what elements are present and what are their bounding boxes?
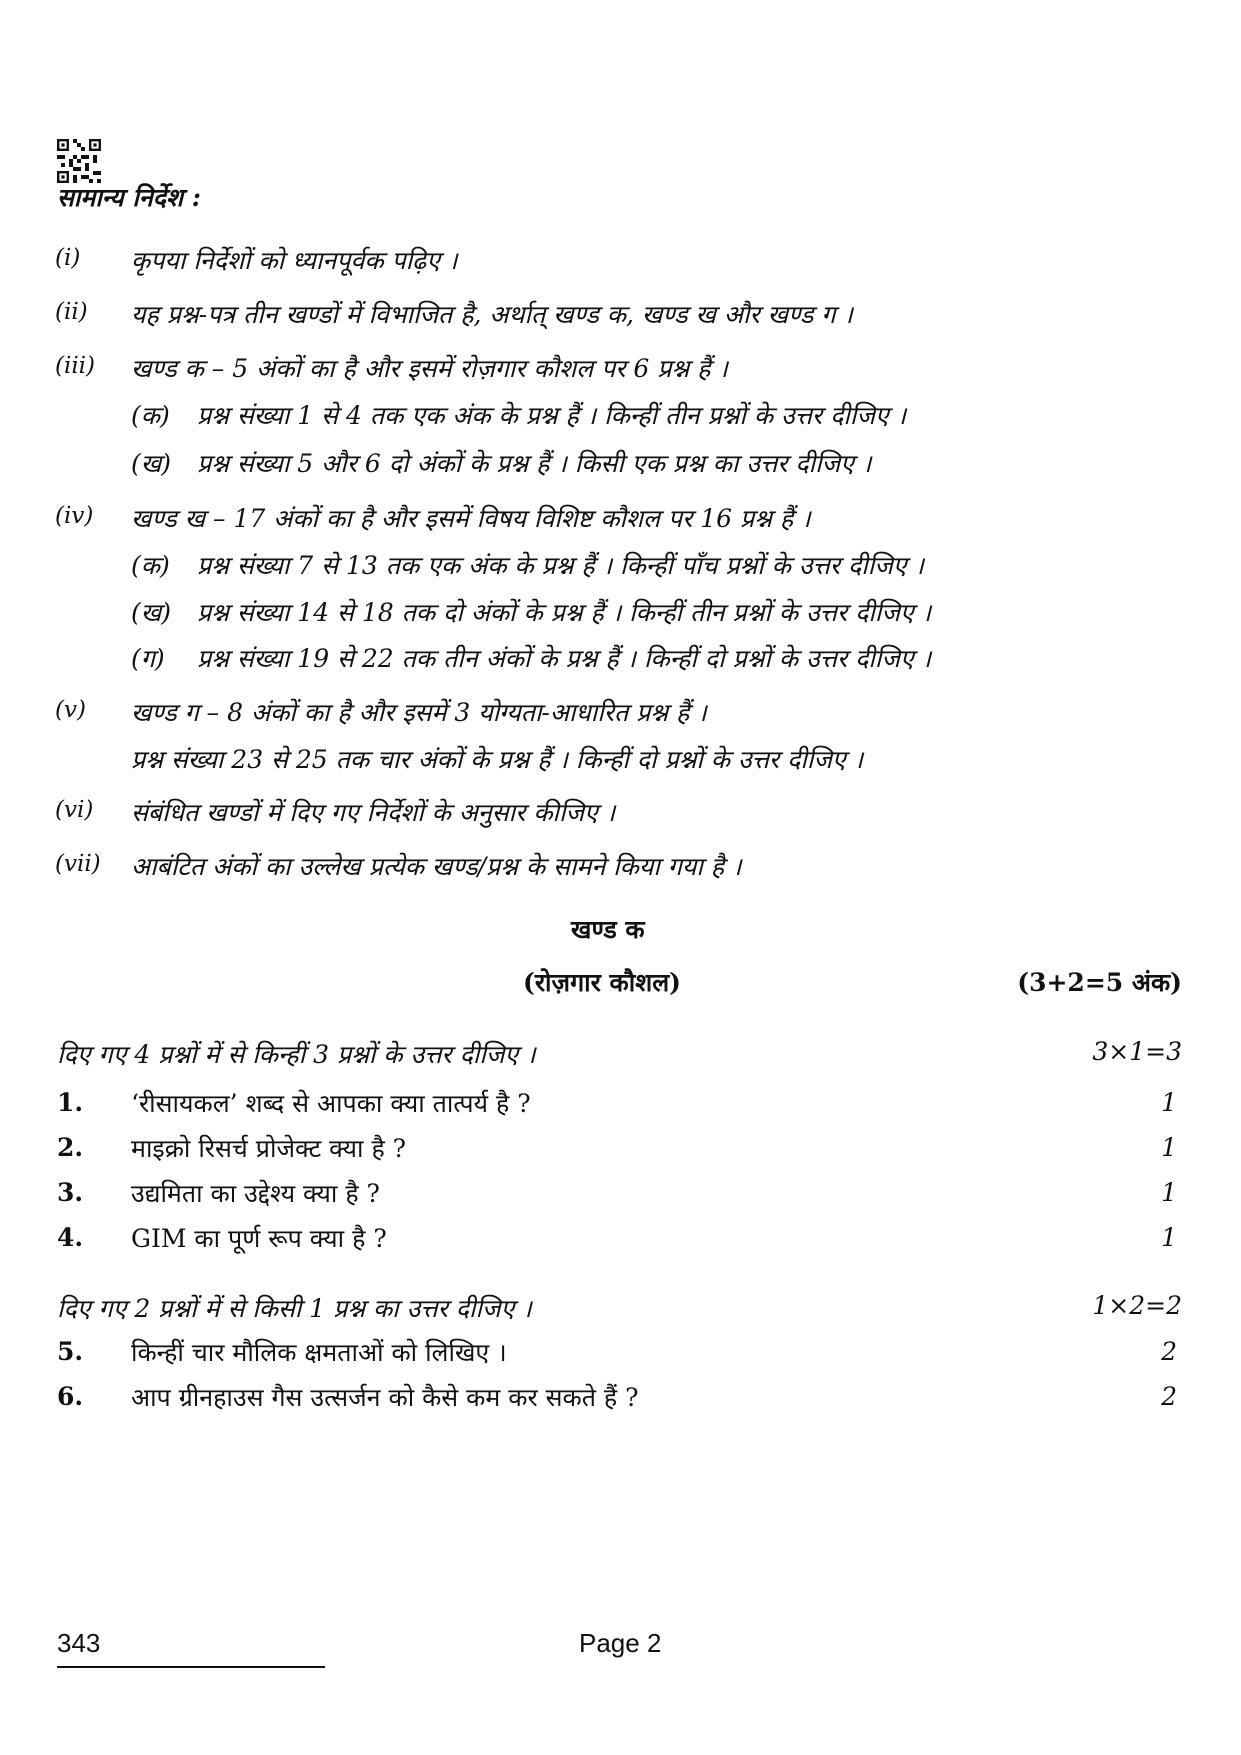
instruction-sub-label: (क)	[131, 401, 170, 430]
question-number: 5.	[57, 1337, 84, 1366]
instruction-num-vi: (vi)	[55, 797, 94, 823]
page-number: Page 2	[579, 1628, 662, 1658]
section-subtitle: (रोज़गार कौशल)	[523, 968, 682, 997]
instruction-text-vii: आबंटित अंकों का उल्लेख प्रत्येक खण्ड/प्रश्न के सामने किया गया है ।	[131, 852, 742, 881]
instruction-num-iii: (iii)	[55, 353, 96, 379]
question-number: 3.	[57, 1178, 84, 1207]
question-number: 4.	[57, 1223, 84, 1252]
instruction-num-vii: (vii)	[55, 851, 101, 877]
paper-code: 343	[57, 1628, 101, 1658]
question-text: माइक्रो रिसर्च प्रोजेक्ट क्या है ?	[131, 1134, 407, 1163]
question-marks: 2	[1161, 1382, 1177, 1411]
instruction-num-i: (i)	[55, 245, 81, 271]
question-number: 2.	[57, 1133, 84, 1162]
instruction-text-vi: संबंधित खण्डों में दिए गए निर्देशों के अनुसार कीजिए ।	[131, 798, 616, 827]
instruction-num-v: (v)	[55, 697, 86, 723]
instruction-text-i: कृपया निर्देशों को ध्यानपूर्वक पढ़िए ।	[131, 246, 458, 275]
footer-rule	[57, 1666, 325, 1668]
instruction-sub-text: प्रश्न संख्या 7 से 13 तक एक अंक के प्रश्न हैं । किन्हीं पाँच प्रश्नों के उत्तर दीजिए ।	[197, 551, 924, 580]
instruction-sub-text: प्रश्न संख्या 14 से 18 तक दो अंकों के प्रश्न हैं । किन्हीं तीन प्रश्नों के उत्तर दीजिए ।	[197, 598, 932, 627]
question-number: 1.	[57, 1088, 84, 1117]
instruction-text-iv: खण्ड ख – 17 अंकों का है और इसमें विषय विशिष्ट कौशल पर 16 प्रश्न हैं ।	[131, 504, 811, 533]
question-text: ‘रीसायकल’ शब्द से आपका क्या तात्पर्य है ?	[131, 1089, 531, 1118]
instruction-sub-text: प्रश्न संख्या 1 से 4 तक एक अंक के प्रश्न हैं । किन्हीं तीन प्रश्नों के उत्तर दीजिए ।	[197, 401, 907, 430]
instruction-text-iii: खण्ड क – 5 अंकों का है और इसमें रोज़गार कौशल पर 6 प्रश्न हैं ।	[131, 354, 728, 383]
instruction-sub-label: (ख)	[131, 598, 171, 627]
group1-marks: 3×1=3	[1092, 1037, 1182, 1066]
instruction-sub-label: (क)	[131, 551, 170, 580]
question-text: उद्यमिता का उद्देश्य क्या है ?	[131, 1179, 380, 1208]
group2-instruction: दिए गए 2 प्रश्नों में से किसी 1 प्रश्न का उत्तर दीजिए ।	[57, 1294, 532, 1323]
question-marks: 1	[1161, 1223, 1177, 1252]
question-marks: 2	[1161, 1337, 1177, 1366]
instructions-title: सामान्य निर्देश :	[57, 183, 201, 212]
question-marks: 1	[1161, 1133, 1177, 1162]
section-marks: (3+2=5 अंक)	[1017, 968, 1182, 997]
question-marks: 1	[1161, 1088, 1177, 1117]
question-text: किन्हीं चार मौलिक क्षमताओं को लिखिए ।	[131, 1338, 507, 1367]
question-marks: 1	[1161, 1178, 1177, 1207]
section-title: खण्ड क	[571, 915, 645, 944]
instruction-sub-label: (ग)	[131, 644, 165, 673]
question-text: GIM का पूर्ण रूप क्या है ?	[131, 1224, 387, 1253]
instruction-sub-label: (ख)	[131, 449, 171, 478]
instruction-sub-text: प्रश्न संख्या 5 और 6 दो अंकों के प्रश्न हैं । किसी एक प्रश्न का उत्तर दीजिए ।	[197, 449, 872, 478]
instruction-num-ii: (ii)	[55, 299, 88, 325]
group1-instruction: दिए गए 4 प्रश्नों में से किन्हीं 3 प्रश्नों के उत्तर दीजिए ।	[57, 1040, 536, 1069]
instruction-num-iv: (iv)	[55, 503, 94, 529]
instruction-text-v: खण्ड ग – 8 अंकों का है और इसमें 3 योग्यता-आधारित प्रश्न हैं ।	[131, 698, 707, 727]
question-number: 6.	[57, 1382, 84, 1411]
instruction-text-ii: यह प्रश्न-पत्र तीन खण्डों में विभाजित है, अर्थात् खण्ड क, खण्ड ख और खण्ड ग ।	[131, 300, 853, 329]
group2-marks: 1×2=2	[1092, 1291, 1182, 1320]
instruction-text-v-cont: प्रश्न संख्या 23 से 25 तक चार अंकों के प्रश्न हैं । किन्हीं दो प्रश्नों के उत्तर दीजिए ।	[131, 745, 864, 774]
instruction-sub-text: प्रश्न संख्या 19 से 22 तक तीन अंकों के प्रश्न हैं । किन्हीं दो प्रश्नों के उत्तर दीजिए ।	[197, 644, 932, 673]
qr-code-icon	[57, 139, 101, 183]
question-text: आप ग्रीनहाउस गैस उत्सर्जन को कैसे कम कर सकते हैं ?	[131, 1383, 639, 1412]
